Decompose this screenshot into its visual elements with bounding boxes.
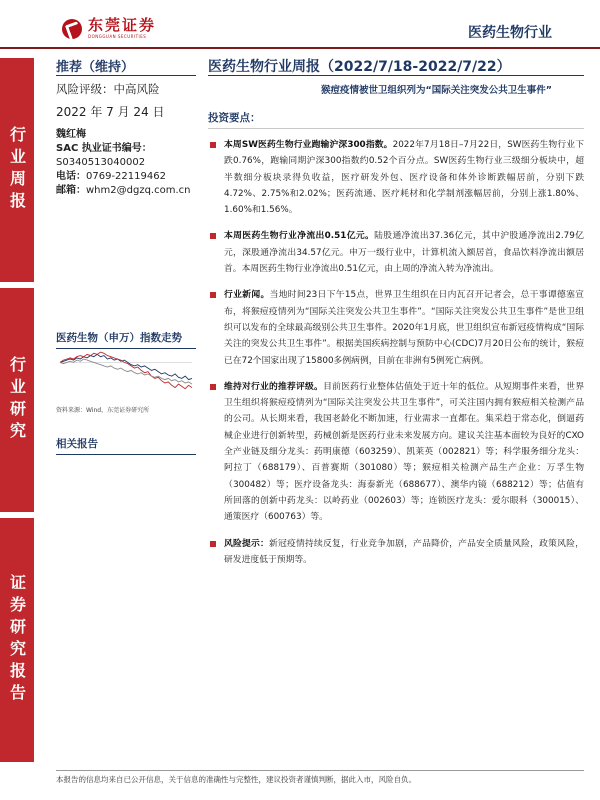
logo-mark-icon xyxy=(62,19,82,39)
side-tab-weekly xyxy=(0,58,34,282)
disclaimer: 本报告的信息均来自已公开信息，关于信息的准确性与完整性，建议投资者谨慎判断，据此入市，风险自负。 xyxy=(56,775,416,784)
chart-series-line-1 xyxy=(60,354,192,379)
key-point-text: 2022年7月18日–7月22日，SW医药生物行业下跌0.76%，跑输同期沪深300指数约0.52个百分点。SW医药生物行业三级细分板块中，超半数细分板块录得负收益，医疗研发外包、医疗设备和体外诊断跌幅居前，分别下跌4.72%、2.75%和2.02%；医药流通、医疗耗材和化学制剂涨幅居前，分别上涨1.80%、1.60%和1.56%。 xyxy=(224,140,584,216)
phone-label: 电话： xyxy=(56,171,86,182)
key-points-title: 投资要点： xyxy=(208,110,584,129)
side-tab-securities-report xyxy=(0,518,34,762)
side-tab-industry-research-label: 行业研究 xyxy=(7,356,27,444)
key-points-list xyxy=(208,137,584,568)
footer-divider xyxy=(56,770,584,771)
key-point-lead: 风险提示： xyxy=(224,538,270,549)
page-header xyxy=(0,0,600,50)
index-chart-title: 医药生物（申万）指数走势 xyxy=(56,330,196,349)
key-point-lead: 维持对行业的推荐评级。 xyxy=(224,381,324,392)
logo-name-cn: 东莞证券 xyxy=(88,16,157,34)
email-label: 邮箱： xyxy=(56,185,86,196)
main-content xyxy=(208,52,584,578)
header-divider xyxy=(0,47,600,49)
report-subtitle: 猴痘疫情被世卫组织列为“国际关注突发公共卫生事件” xyxy=(321,85,552,96)
key-point-text: 目前医药行业整体估值处于近十年的低位。从短期事件来看，世界卫生组织将猴痘疫情列为“国际关注突发公共卫生事件”，可关注国内拥有猴痘相关检测产品的公司。从长期来看，我国老龄化不断加速，行业需求一直都在。集采趋于常态化，倒逼药械企业进行创新转型，药械创新是医药行业未来发展方向。建议关注基本面较为良好的CXO全产业链及细分龙头：药明康德（603259）、凯莱英（002821）等；科学服务细分龙头：阿拉丁（688179）、百普赛斯（301080）等；猴痘相关检测产品生产企业：万孚生物（300482）等；医疗设备龙头：海泰新光（688677）、澳华内镜（688212）等；估值有所回落的创新中药龙头：以岭药业（002603）等；连锁医疗龙头：爱尔眼科（300015）、通策医疗（600763）等。 xyxy=(224,381,584,523)
key-point-weekly-performance xyxy=(208,137,584,218)
key-point-rating xyxy=(208,379,584,526)
rating: 推荐（维持） xyxy=(56,52,196,76)
chart-source: 资料来源：Wind，东莞证券研究所 xyxy=(56,407,150,414)
side-tab-weekly-label: 行业周报 xyxy=(7,126,27,214)
key-point-lead: 本周SW医药生物行业跑输沪深300指数。 xyxy=(224,140,393,150)
related-reports-title: 相关报告 xyxy=(56,436,196,455)
key-point-industry-news xyxy=(208,287,584,368)
key-point-fund-flow xyxy=(208,228,584,277)
analyst-info xyxy=(56,128,196,198)
key-point-text: 当地时间23日下午15点，世界卫生组织在日内瓦召开记者会，总干事谭德塞宣布，将猴痘疫情列为“国际关注突发公共卫生事件”。“国际关注突发公共卫生事件”是世卫组织可以发布的全球最高级别公共卫生事件。2020年1月底，世卫组织宣布新冠疫情构成“国际关注的突发公共卫生事件”。根据美国疾病控制与预防中心(CDC)7月20日公布的统计，猴痘已在72个国家出现了15800多例病例，目前在非洲有5例死亡病例。 xyxy=(224,290,584,366)
phone-value: 0769-22119462 xyxy=(86,171,166,182)
report-date: 2022 年 7 月 24 日 xyxy=(56,105,165,119)
logo-name-en: DONGGUAN SECURITIES xyxy=(88,34,147,39)
analyst-name: 魏红梅 xyxy=(56,129,86,140)
key-point-risk xyxy=(208,536,584,569)
sac-number: S0340513040002 xyxy=(56,157,146,168)
key-point-text: 新冠疫情持续反复，行业竞争加剧，产品降价，产品安全质量风险，政策风险，研发进度低于预期等。 xyxy=(224,538,584,565)
side-tab-securities-report-label: 证券研究报告 xyxy=(7,574,27,706)
key-point-text: 陆股通净流出37.36亿元，其中沪股通净流出2.79亿元，深股通净流出34.57亿元。申万一级行业中，计算机流入额居首，食品饮料净流出额居首。本周医药生物行业净流出0.51亿元，由上周的净流入转为净流出。 xyxy=(224,231,584,275)
left-sidebar xyxy=(56,52,196,198)
index-trend-chart xyxy=(56,348,196,394)
key-point-lead: 行业新闻。 xyxy=(224,290,270,301)
risk-level: 风险评级：中高风险 xyxy=(56,82,160,96)
industry-tag: 医药生物行业 xyxy=(468,25,552,41)
company-logo xyxy=(62,18,156,39)
index-trend-svg xyxy=(56,348,196,394)
email-value[interactable]: whm2@dgzq.com.cn xyxy=(86,185,191,196)
report-title: 医药生物行业周报（2022/7/18-2022/7/22） xyxy=(208,52,584,76)
key-point-lead: 本周医药生物行业净流出0.51亿元。 xyxy=(224,231,375,242)
sac-label: SAC 执业证书编号： xyxy=(56,143,152,154)
chart-series-line-2 xyxy=(60,352,192,389)
side-tab-industry-research xyxy=(0,288,34,512)
